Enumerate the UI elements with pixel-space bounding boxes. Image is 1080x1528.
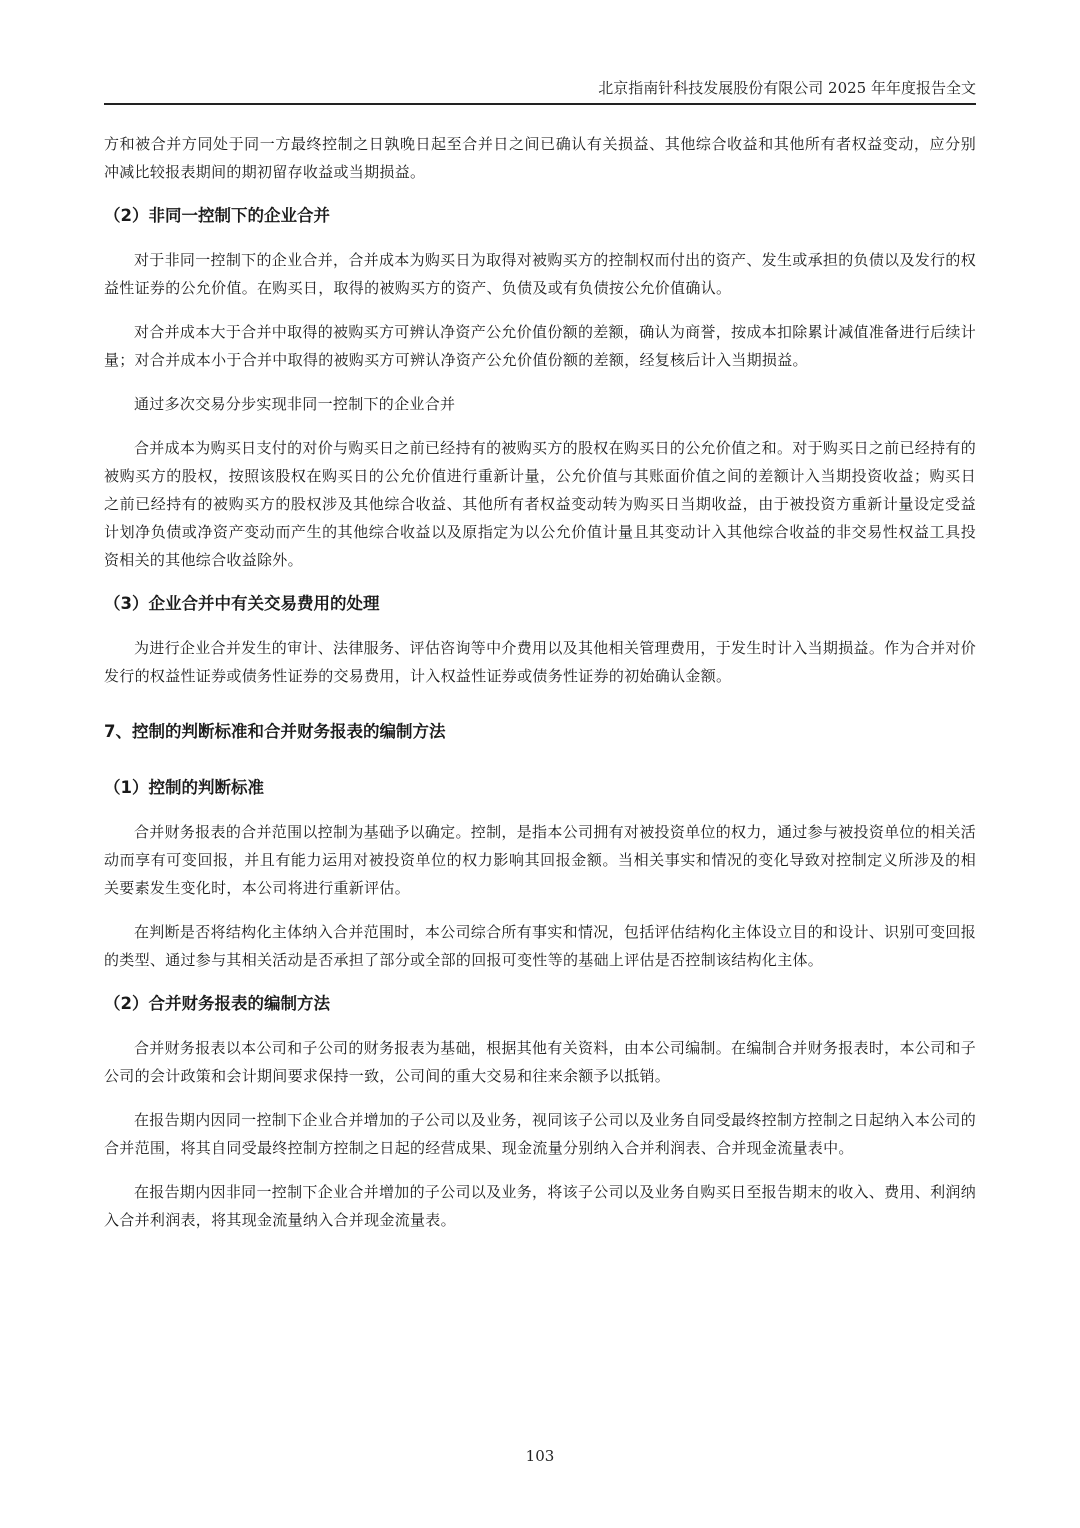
heading-preparation-method: （2）合并财务报表的编制方法 [104,994,330,1013]
paragraph-non-same-control-subsidiaries: 在报告期内因非同一控制下企业合并增加的子公司以及业务，将该子公司以及业务自购买日至报告期末的收入、费用、利润纳入合并利润表，将其现金流量纳入合并现金流量表。 [104,1183,976,1229]
paragraph-transaction-fees: 为进行企业合并发生的审计、法律服务、评估咨询等中介费用以及其他相关管理费用，于发生时计入当期损益。作为合并对价发行的权益性证券或债务性证券的交易费用，计入权益性证券或债务性证券的初始确认金额。 [104,639,976,685]
paragraph-continuation: 方和被合并方同处于同一方最终控制之日孰晚日起至合并日之间已确认有关损益、其他综合收益和其他所有者权益变动，应分别冲减比较报表期间的期初留存收益或当期损益。 [104,135,976,181]
paragraph-same-control-subsidiaries: 在报告期内因同一控制下企业合并增加的子公司以及业务，视同该子公司以及业务自同受最终控制方控制之日起纳入本公司的合并范围，将其自同受最终控制方控制之日起的经营成果、现金流量分别纳入合并利润表、合并现金流量表中。 [104,1111,976,1157]
page-number: 103 [525,1447,555,1465]
paragraph-stepwise-merger: 合并成本为购买日支付的对价与购买日之前已经持有的被购买方的股权在购买日的公允价值之和。对于购买日之前已经持有的被购买方的股权，按照该股权在购买日的公允价值进行重新计量，公允价值与其账面价值之间的差额计入当期投资收益；购买日之前已经持有的被购买方的股权涉及其他综合收益、其他所有者权益变动转为购买日当期收益，由于被投资方重新计量设定受益计划净负债或净资产变动而产生的其他综合收益以及原指定为以公允价值计量且其变动计入其他综合收益的非交易性权益工具投资相关的其他综合收益除外。 [104,439,976,569]
header-divider [104,103,976,105]
paragraph-merger-cost: 对于非同一控制下的企业合并，合并成本为购买日为取得对被购买方的控制权而付出的资产、发生或承担的负债以及发行的权益性证券的公允价值。在购买日，取得的被购买方的资产、负债及或有负债按公允价值确认。 [104,251,976,297]
paragraph-structured-entity: 在判断是否将结构化主体纳入合并范围时，本公司综合所有事实和情况，包括评估结构化主体设立目的和设计、识别可变回报的类型、通过参与其相关活动是否承担了部分或全部的回报可变性等的基础上评估是否控制该结构化主体。 [104,923,976,969]
paragraph-stepwise-merger-title: 通过多次交易分步实现非同一控制下的企业合并 [134,395,456,413]
paragraph-preparation-basis: 合并财务报表以本公司和子公司的财务报表为基础，根据其他有关资料，由本公司编制。在编制合并财务报表时，本公司和子公司的会计政策和会计期间要求保持一致，公司间的重大交易和往来余额予以抵销。 [104,1039,976,1085]
page-header-title: 北京指南针科技发展股份有限公司 2025 年年度报告全文 [598,79,976,97]
heading-transaction-fees: （3）企业合并中有关交易费用的处理 [104,594,380,613]
document-body [104,130,976,1234]
paragraph-goodwill: 对合并成本大于合并中取得的被购买方可辨认净资产公允价值份额的差额，确认为商誉，按成本扣除累计减值准备进行后续计量；对合并成本小于合并中取得的被购买方可辨认净资产公允价值份额的差额，经复核后计入当期损益。 [104,323,976,369]
heading-non-same-control-merger: （2）非同一控制下的企业合并 [104,206,330,225]
heading-control-criteria: （1）控制的判断标准 [104,778,264,797]
paragraph-control-definition: 合并财务报表的合并范围以控制为基础予以确定。控制，是指本公司拥有对被投资单位的权力，通过参与被投资单位的相关活动而享有可变回报，并且有能力运用对被投资单位的权力影响其回报金额。当相关事实和情况的变化导致对控制定义所涉及的相关要素发生变化时，本公司将进行重新评估。 [104,823,976,897]
heading-section-7: 7、控制的判断标准和合并财务报表的编制方法 [104,722,446,741]
